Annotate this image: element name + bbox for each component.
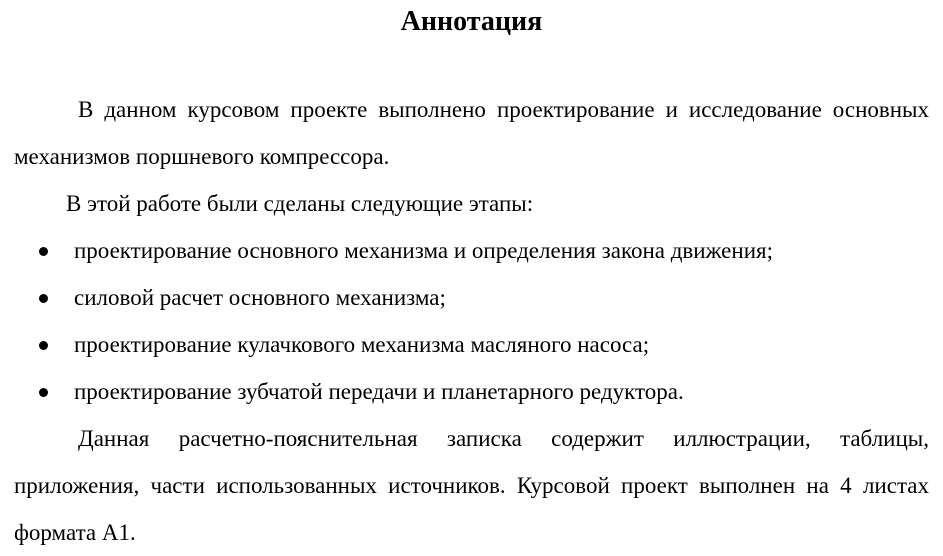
list-item bbox=[0, 227, 943, 274]
summary-paragraph: Данная расчетно-пояснительная записка содержит иллюстрации, таблицы, приложения, части использованных источников. Курсовой проект выполнен на 4 листах формата А1. bbox=[14, 426, 929, 545]
list-item-text: силовой расчет основного механизма; bbox=[74, 285, 446, 310]
bullet-icon bbox=[39, 388, 48, 397]
stages-list bbox=[0, 227, 943, 415]
list-item-text: проектирование кулачкового механизма масляного насоса; bbox=[74, 332, 650, 357]
list-item bbox=[0, 274, 943, 321]
list-item bbox=[0, 368, 943, 415]
bullet-icon bbox=[39, 341, 48, 350]
bullet-icon bbox=[39, 247, 48, 256]
document-title: Аннотация bbox=[400, 6, 543, 37]
list-item-text: проектирование основного механизма и определения закона движения; bbox=[74, 238, 773, 263]
list-item-text: проектирование зубчатой передачи и планетарного редуктора. bbox=[74, 379, 684, 404]
bullet-icon bbox=[39, 294, 48, 303]
stages-intro-paragraph: В этой работе были сделаны следующие этапы: bbox=[66, 191, 534, 216]
list-item bbox=[0, 321, 943, 368]
intro-paragraph: В данном курсовом проекте выполнено проектирование и исследование основных механизмов поршневого компрессора. bbox=[14, 97, 929, 169]
